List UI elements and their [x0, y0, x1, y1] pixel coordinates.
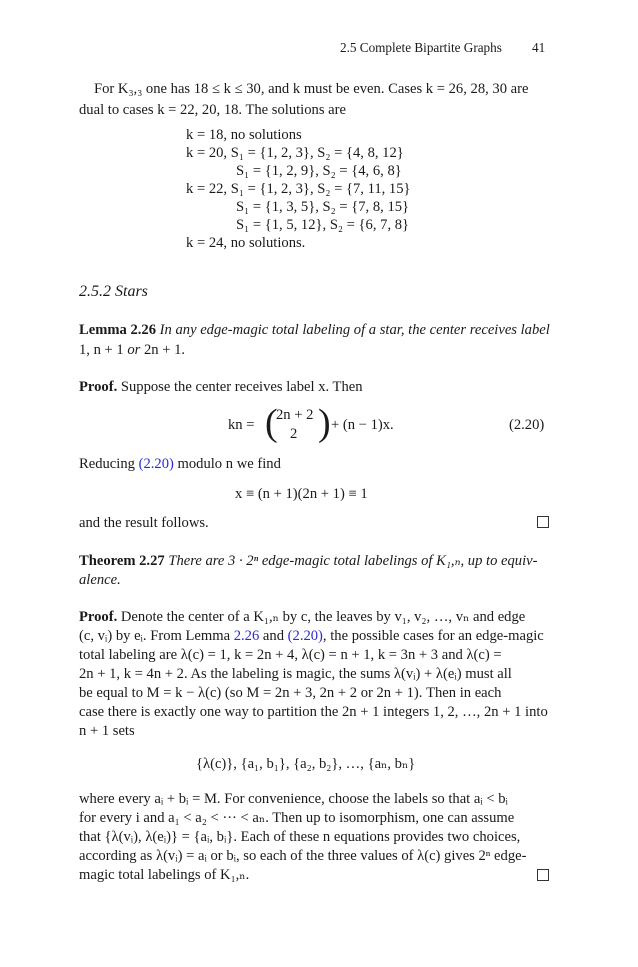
proof-line — [79, 455, 281, 473]
binom-right-paren: ) — [318, 402, 331, 444]
lemma-label: Lemma 2.26 — [79, 322, 157, 338]
congruence-equation: x ≡ (n + 1)(2n + 1) ≡ 1 — [235, 486, 368, 502]
page-number: 41 — [532, 40, 546, 55]
qed-symbol — [537, 869, 549, 881]
binom-top: 2n + 2 — [276, 407, 314, 423]
proof-text: , the possible cases for an edge-magic — [322, 628, 544, 644]
proof-line: n + 1 sets — [79, 723, 135, 739]
proof-text: and — [259, 628, 288, 644]
lemma-link[interactable]: 2.26 — [233, 628, 260, 644]
case-line: k = 24, no solutions. — [186, 235, 306, 251]
proof-line — [79, 627, 544, 645]
case-line: S₁ = {1, 2, 9}, S₂ = {4, 6, 8} — [236, 163, 402, 179]
lemma-value: 2n + 1. — [144, 342, 186, 358]
lemma-line — [79, 341, 185, 359]
proof-line: magic total labelings of K₁,ₙ. — [79, 867, 250, 883]
proof-text: Suppose the center receives label x. Then — [117, 379, 363, 395]
case-line: S₁ = {1, 5, 12}, S₂ = {6, 7, 8} — [236, 217, 410, 233]
binom-left-paren: ( — [265, 402, 278, 444]
lemma-or: or — [123, 342, 144, 358]
binom-bottom: 2 — [290, 426, 298, 442]
running-header — [340, 40, 502, 56]
proof-line: that {λ(vᵢ), λ(eᵢ)} = {aᵢ, bᵢ}. Each of these n equations provides two choices, — [79, 829, 521, 845]
case-line: k = 22, S₁ = {1, 2, 3}, S₂ = {7, 11, 15} — [186, 181, 411, 197]
qed-symbol — [537, 516, 549, 528]
case-line: k = 18, no solutions — [186, 127, 302, 143]
paragraph-line: dual to cases k = 22, 20, 18. The solutions are — [79, 102, 346, 118]
header-section-title: 2.5 Complete Bipartite Graphs — [340, 40, 502, 55]
proof-line — [79, 608, 525, 626]
equation-rhs: + (n − 1)x. — [331, 417, 394, 433]
lemma-text: In any edge-magic total labeling of a star, the center receives label — [159, 322, 550, 338]
paragraph-line: For K₃,₃ one has 18 ≤ k ≤ 30, and k must be even. Cases k = 26, 28, 30 are — [94, 81, 529, 97]
case-line: S₁ = {1, 3, 5}, S₂ = {7, 8, 15} — [236, 199, 410, 215]
proof-line: be equal to M = k − λ(c) (so M = 2n + 3, 2n + 2 or 2n + 1). Then in each — [79, 685, 502, 701]
proof-line: case there is exactly one way to partition the 2n + 1 integers 1, 2, …, 2n + 1 into — [79, 704, 548, 720]
proof-text: modulo n we find — [173, 456, 281, 472]
proof-text: (c, vᵢ) by eᵢ. From Lemma — [79, 628, 234, 644]
case-line: k = 20, S₁ = {1, 2, 3}, S₂ = {4, 8, 12} — [186, 145, 404, 161]
lemma-value: 1, n + 1 — [79, 342, 124, 358]
theorem-line — [79, 552, 537, 570]
proof-text: Reducing — [79, 456, 139, 472]
subsection-heading: 2.5.2 Stars — [79, 283, 148, 300]
proof-line — [79, 378, 363, 396]
sets-display: {λ(c)}, {a₁, b₁}, {a₂, b₂}, …, {aₙ, bₙ} — [196, 756, 416, 772]
equation-link[interactable]: (2.20) — [287, 628, 323, 644]
proof-label: Proof. — [79, 609, 118, 625]
theorem-text: There are 3 · 2ⁿ edge-magic total labelings of K₁,ₙ, up to equiv- — [168, 553, 538, 569]
equation-lhs: kn = — [228, 417, 255, 433]
lemma-line — [79, 321, 550, 339]
theorem-line: alence. — [79, 572, 121, 588]
proof-label: Proof. — [79, 379, 118, 395]
equation-number: (2.20) — [509, 417, 545, 433]
equation-link[interactable]: (2.20) — [138, 456, 174, 472]
proof-line: 2n + 1, k = 4n + 2. As the labeling is magic, the sums λ(vᵢ) + λ(eᵢ) must all — [79, 666, 512, 682]
proof-line: total labeling are λ(c) = 1, k = 2n + 4, λ(c) = n + 1, k = 3n + 3 and λ(c) = — [79, 647, 502, 663]
proof-line: and the result follows. — [79, 515, 209, 531]
proof-line: where every aᵢ + bᵢ = M. For convenience, choose the labels so that aᵢ < bᵢ — [79, 791, 508, 807]
proof-line: for every i and a₁ < a₂ < ··· < aₙ. Then up to isomorphism, one can assume — [79, 810, 515, 826]
proof-line: according as λ(vᵢ) = aᵢ or bᵢ, so each of the three values of λ(c) gives 2ⁿ edge- — [79, 848, 527, 864]
theorem-label: Theorem 2.27 — [79, 553, 165, 569]
proof-text: Denote the center of a K₁,ₙ by c, the leaves by v₁, v₂, …, vₙ and edge — [117, 609, 526, 625]
